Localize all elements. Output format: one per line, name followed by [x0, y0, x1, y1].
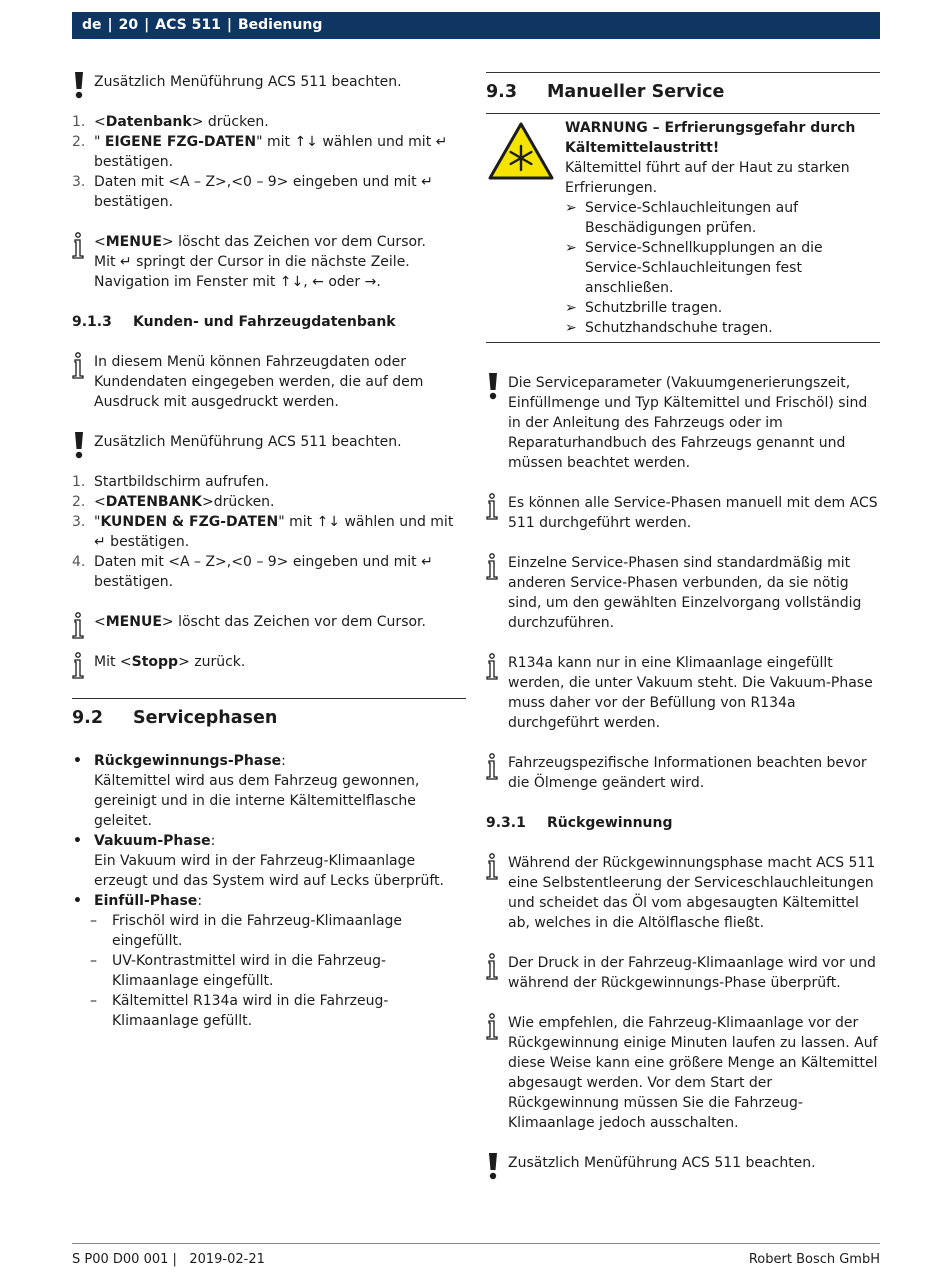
subsection-heading: 9.1.3 Kunden- und Fahrzeugdatenbank — [72, 314, 396, 330]
exclamation-icon — [72, 432, 86, 460]
list-item: 4. Daten mit <A – Z>,<0 – 9> eingeben und mit ↵ bestätigen. — [72, 554, 433, 590]
list-item: – Frischöl wird in die Fahrzeug-Klimaanlage eingefüllt. — [90, 913, 403, 949]
steps-list — [72, 112, 466, 212]
list-item: – UV-Kontrastmittel wird in die Fahrzeug-Klimaanlage eingefüllt. — [90, 953, 387, 989]
list-item: • Vakuum-Phase: Ein Vakuum wird in der Fahrzeug-Klimaanlage erzeugt und das System wird auf Lecks überprüft. — [73, 833, 444, 889]
notice — [72, 72, 466, 92]
header-lang: de — [82, 17, 102, 33]
page-footer: S P00 D00 001 | 2019-02-21 Robert Bosch GmbH — [72, 1243, 880, 1269]
list-item: ➢ Schutzbrille tragen. — [565, 300, 723, 316]
info-icon — [486, 953, 502, 981]
header-product: ACS 511 — [155, 17, 221, 33]
info-icon — [72, 232, 88, 260]
notice: Zusätzlich Menüführung ACS 511 beachten. — [486, 1153, 880, 1173]
info-icon — [486, 493, 502, 521]
info-icon — [486, 753, 502, 781]
info-note: Der Druck in der Fahrzeug-Klimaanlage wird vor und während der Rückgewinnungs-Phase überprüft. — [486, 953, 880, 993]
list-item: 3. Daten mit <A – Z>,<0 – 9> eingeben und mit ↵ bestätigen. — [72, 174, 433, 210]
info-note: In diesem Menü können Fahrzeugdaten oder Kundendaten eingegeben werden, die auf dem Ausdruck mit ausgedruckt werden. — [72, 352, 466, 412]
info-icon — [72, 612, 88, 640]
list-item: – Kältemittel R134a wird in die Fahrzeug-Klimaanlage gefüllt. — [90, 993, 389, 1029]
list-item: 2. " EIGENE FZG-DATEN" mit ↑↓ wählen und mit ↵ bestätigen. — [72, 134, 448, 170]
footer-doc-code: S P00 D00 001 — [72, 1252, 169, 1267]
footer-company: Robert Bosch GmbH — [748, 1252, 880, 1267]
notice: Die Serviceparameter (Vakuumgenerierungszeit, Einfüllmenge und Typ Kältemittel und Frischöl) sind in der Anleitung des Fahrzeugs oder im Reparaturhandbuch des Fahrzeugs genannt und müssen beachtet werden. — [486, 373, 880, 473]
list-item: 1. Startbildschirm aufrufen. — [72, 474, 269, 490]
header-section: Bedienung — [237, 17, 323, 33]
info-icon — [72, 652, 88, 680]
subsection-heading: 9.3.1 Rückgewinnung — [486, 815, 673, 831]
section-heading: 9.3 Manueller Service — [486, 72, 880, 113]
list-item: ➢ Service-Schnellkupplungen an die Service-Schlauchleitungen fest anschließen. — [565, 240, 823, 296]
warning-freeze-icon — [488, 122, 554, 180]
warning-text: Kältemittel führt auf der Haut zu starken Erfrierungen. — [565, 160, 850, 196]
info-note: Mit <Stopp> zurück. — [72, 652, 466, 672]
list-item: ➢ Schutzhandschuhe tragen. — [565, 320, 773, 336]
left-column — [72, 72, 466, 1031]
phase-list — [72, 751, 466, 1031]
steps-list — [72, 472, 466, 592]
info-note: Fahrzeugspezifische Informationen beachten bevor die Ölmenge geändert wird. — [486, 753, 880, 793]
list-item: 2. <DATENBANK>drücken. — [72, 494, 275, 510]
exclamation-icon — [72, 72, 86, 100]
notice: Zusätzlich Menüführung ACS 511 beachten. — [72, 432, 466, 452]
info-note: R134a kann nur in eine Klimaanlage eingefüllt werden, die unter Vakuum steht. Die Vakuum-Phase muss daher vor der Befüllung von R134a durchgeführt werden. — [486, 653, 880, 733]
list-item: 1. <Datenbank> drücken. — [72, 114, 269, 130]
info-note: Während der Rückgewinnungsphase macht ACS 511 eine Selbstentleerung der Serviceschlauchleitungen und scheidet das Öl vom abgesaugten Kältemittel ab, welches in die Altölflasche fließt. — [486, 853, 880, 933]
info-note: Einzelne Service-Phasen sind standardmäßig mit anderen Service-Phasen verbunden, da sie nötig sind, um den gewählten Einzelvorgang vollständig durchzuführen. — [486, 553, 880, 633]
info-icon — [486, 553, 502, 581]
info-icon — [486, 653, 502, 681]
list-item: 3. "KUNDEN & FZG-DATEN" mit ↑↓ wählen und mit ↵ bestätigen. — [72, 514, 454, 550]
info-note: Wie empfehlen, die Fahrzeug-Klimaanlage vor der Rückgewinnung einige Minuten laufen zu lassen. Auf diese Weise kann eine größere Menge an Kältemittel abgesaugt werden. Vor dem Start der Rückgewinnung müssen Sie die Fahrzeug-Klimaanlage jedoch ausschalten. — [486, 1013, 880, 1133]
info-note: <MENUE> löscht das Zeichen vor dem Cursor. Mit ↵ springt der Cursor in die nächste Zeile. Navigation im Fenster mit ↑↓, ← oder →. — [72, 232, 466, 292]
warning-title: WARNUNG – Erfrierungsgefahr durch Kältemittelaustritt! — [565, 120, 856, 156]
list-item: • Rückgewinnungs-Phase: Kältemittel wird aus dem Fahrzeug gewonnen, gereinigt und in die interne Kältemittelflasche geleitet. — [73, 753, 420, 829]
exclamation-icon — [486, 373, 500, 401]
list-item: • Einfüll-Phase: – Frischöl wird in die Fahrzeug-Klimaanlage eingefüllt. – UV-Kontrastmittel wird in die Fahrzeug-Klimaanlage eingefüllt. – Kältemittel R134a wird in die Fahrzeug-Klimaanlage gefüllt. — [72, 891, 466, 1031]
notice-text: Zusätzlich Menüführung ACS 511 beachten. — [94, 74, 402, 90]
page-header: de | 20 | ACS 511 | Bedienung — [72, 12, 880, 39]
warning-box — [486, 113, 880, 343]
header-page-number: 20 — [118, 17, 139, 33]
footer-date: 2019-02-21 — [189, 1252, 265, 1267]
section-heading: 9.2 Servicephasen — [72, 698, 466, 731]
list-item: ➢ Service-Schlauchleitungen auf Beschädigungen prüfen. — [565, 200, 798, 236]
info-icon — [72, 352, 88, 380]
info-icon — [486, 1013, 502, 1041]
right-column — [486, 72, 880, 1173]
info-icon — [486, 853, 502, 881]
info-note: Es können alle Service-Phasen manuell mit dem ACS 511 durchgeführt werden. — [486, 493, 880, 533]
exclamation-icon — [486, 1153, 500, 1181]
info-note: <MENUE> löscht das Zeichen vor dem Cursor. — [72, 612, 466, 632]
